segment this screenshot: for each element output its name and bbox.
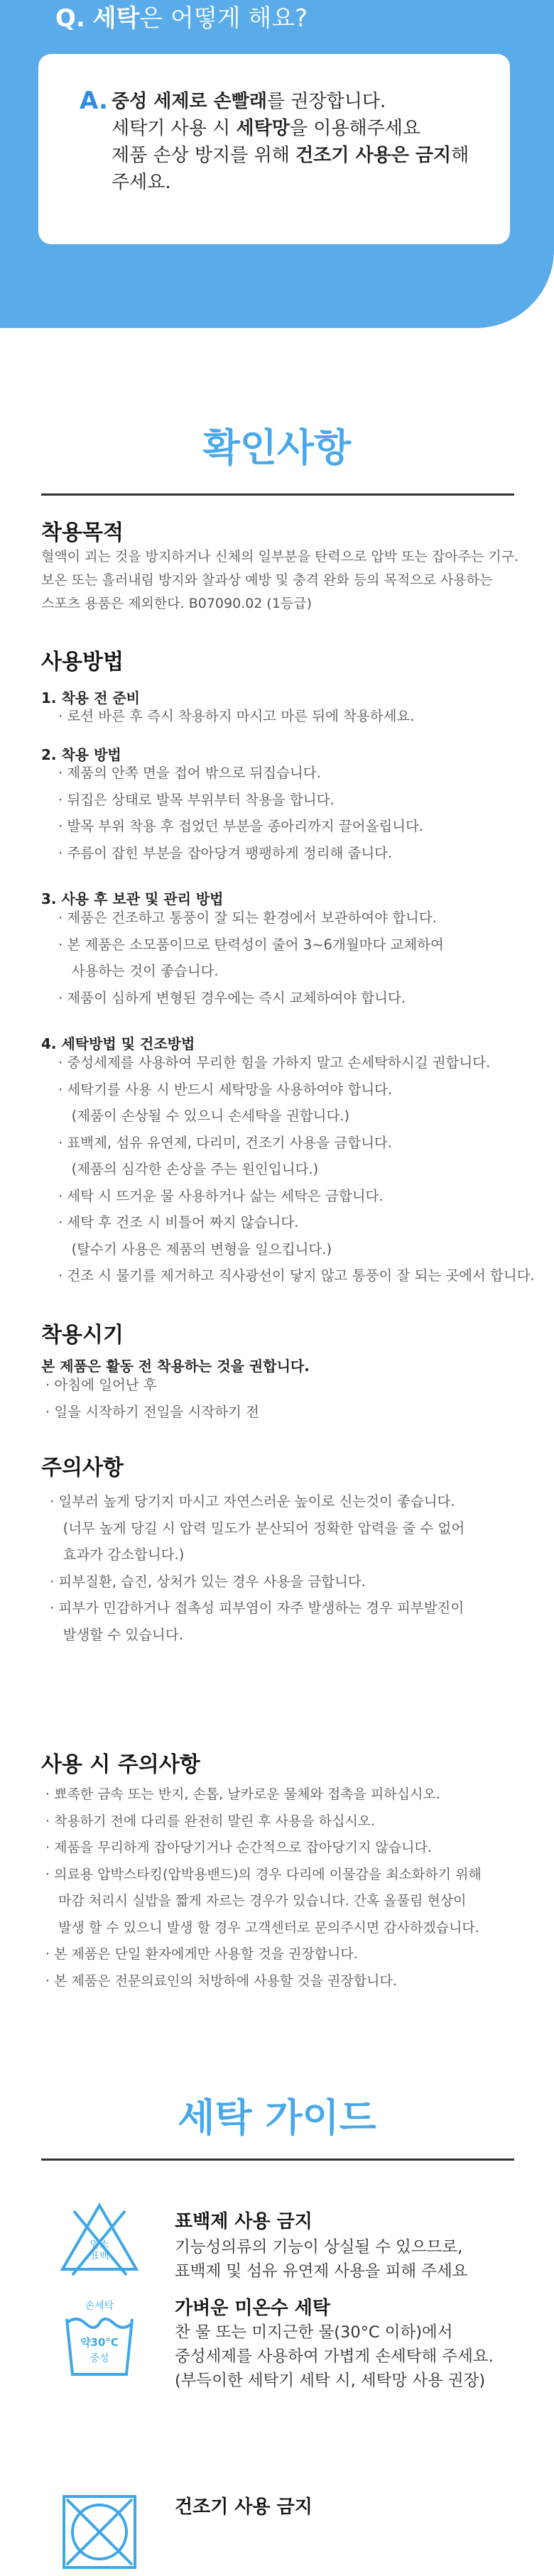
usage-step2-title: 2. 착용 방법	[41, 746, 121, 763]
faq-q-rest: 은 어떻게 해요?	[139, 4, 308, 33]
purpose-line: 스포츠 용품은 제외한다. B07090.02 (1등급)	[41, 596, 313, 611]
faq-line1-bold: 중성 세제로 손빨래	[112, 91, 268, 112]
list-item: (탈수기 사용은 제품의 변형을 일으킵니다.)	[71, 1240, 332, 1257]
guide-item-desc: 기능성의류의 기능이 상실될 수 있으므로, 표백제 및 섬유 유연제 사용을 피해 주세요	[175, 2238, 468, 2281]
usage-step3-list	[58, 905, 444, 1011]
list-item: · 피부질환, 습진, 상처가 있는 경우 사용을 금합니다.	[50, 1573, 366, 1590]
precautions-heading: 사용 시 주의사항	[41, 1752, 200, 1777]
guide-item-title: 건조기 사용 금지	[175, 2496, 313, 2518]
usage-step2-list	[58, 760, 423, 866]
list-item: · 건조 시 물기를 제거하고 직사광선이 닿지 않고 통풍이 잘 되는 곳에서 합니다.	[58, 1267, 535, 1284]
faq-line3-bold: 건조기 사용은 금지	[295, 145, 452, 166]
list-item: · 로션 바른 후 즉시 착용하지 마시고 마른 뒤에 착용하세요.	[58, 708, 415, 724]
list-item: · 본 제품은 단일 환자에게만 사용할 것을 권장합니다.	[45, 1946, 358, 1962]
hand-wash-icon-text: 손세탁	[85, 2301, 114, 2312]
list-item: · 본 제품은 소모품이므로 탄력성이 줄어 3~6개월마다 교체하여	[58, 936, 444, 953]
faq-section	[0, 0, 554, 328]
list-item: · 뒤집은 상태로 발목 부위부터 착용을 합니다.	[58, 791, 335, 808]
list-item: · 일부러 높게 당기지 마시고 자연스러운 높이로 신는것이 좋습니다.	[50, 1493, 455, 1510]
faq-q-prefix: Q.	[55, 4, 85, 33]
faq-line4: 주세요.	[112, 172, 171, 193]
faq-answer-text	[112, 88, 469, 196]
no-tumble-dry-icon	[57, 2491, 142, 2576]
list-item: · 본 제품은 전문의료인의 처방하에 사용할 것을 권장합니다.	[45, 1972, 397, 1989]
guide-item-desc: 찬 물 또는 미지근한 물(30°C 이하)에서 중성세제를 사용하여 가볍게 손세탁해 주세요. (부득이한 세탁기 세탁 시, 세탁망 사용 권장)	[175, 2323, 494, 2390]
purpose-text	[41, 545, 518, 616]
list-item: · 아침에 일어난 후	[45, 1377, 157, 1393]
usage-step4-title: 4. 세탁방법 및 건조방법	[41, 1035, 195, 1052]
timing-heading: 착용시기	[41, 1323, 124, 1348]
faq-answer-card	[38, 54, 510, 244]
list-item: · 세탁 후 건조 시 비틀어 짜지 않습니다.	[58, 1214, 299, 1230]
list-item: · 뾰족한 금속 또는 반지, 손톱, 날카로운 물체와 접촉을 피하십시오.	[45, 1786, 440, 1802]
list-item: (제품이 손상될 수 있으니 손세탁을 권합니다.)	[71, 1108, 350, 1124]
check-divider	[41, 493, 514, 496]
list-item: · 발목 부위 착용 후 접었던 부분을 종아리까지 끌어올립니다.	[58, 818, 424, 834]
wash-guide-title: 세탁 가이드	[178, 2095, 376, 2140]
faq-line3-pre: 제품 손상 방지를 위해	[112, 145, 296, 166]
timing-bold-line: 본 제품은 활동 전 착용하는 것을 권합니다.	[41, 1358, 310, 1375]
list-item: · 착용하기 전에 다리를 완전히 말린 후 사용을 하십시오.	[45, 1813, 376, 1829]
guide-item-title: 가벼운 미온수 세탁	[175, 2298, 331, 2319]
list-item: · 중성세제를 사용하여 무리한 힘을 가하지 말고 손세탁하시길 권합니다.	[58, 1054, 491, 1071]
usage-step1-list	[58, 703, 414, 730]
list-item: · 제품이 심하게 변형된 경우에는 즉시 교체하여야 합니다.	[58, 989, 406, 1006]
list-item: 마감 처리시 실밥을 짧게 자르는 경우가 있습니다. 간혹 올풀림 현상이	[58, 1893, 467, 1909]
list-item: · 일을 시작하기 전일을 시작하기 전	[45, 1403, 259, 1420]
list-item: 발생할 수 있습니다.	[63, 1626, 183, 1643]
purpose-heading: 착용목적	[41, 520, 124, 545]
list-item: · 제품은 건조하고 통풍이 잘 되는 환경에서 보관하여야 합니다.	[58, 910, 437, 926]
list-item: (제품의 심각한 손상을 주는 원인입니다.)	[71, 1161, 319, 1177]
list-item: · 제품의 안쪽 면을 접어 밖으로 뒤집습니다.	[58, 765, 321, 781]
list-item: 사용하는 것이 좋습니다.	[71, 963, 219, 979]
list-item: · 주름이 잡힌 부분을 잡아당겨 팽팽하게 정리해 줍니다.	[58, 844, 393, 861]
list-item: · 세탁 시 뜨거운 물 사용하거나 삶는 세탁은 금합니다.	[58, 1187, 384, 1204]
list-item: · 표백제, 섬유 유연제, 다리미, 건조기 사용을 금합니다.	[58, 1134, 392, 1151]
caution-heading: 주의사항	[41, 1456, 124, 1480]
faq-q-bold: 세탁	[92, 4, 140, 33]
usage-step4-list	[58, 1049, 535, 1289]
no-bleach-icon	[57, 2195, 142, 2281]
usage-heading: 사용방법	[41, 650, 124, 675]
wash-guide-divider	[41, 2159, 514, 2161]
precautions-list	[45, 1781, 482, 1994]
faq-line2-bold: 세탁망	[236, 118, 290, 139]
hand-wash-icon-text: 약30°C	[80, 2336, 119, 2349]
list-item: 발생 할 수 있으니 발생 할 경우 고객센터로 문의주시면 감사하겠습니다.	[58, 1919, 479, 1936]
usage-step1-title: 1. 착용 전 준비	[41, 689, 141, 706]
faq-line2-post: 을 이용해주세요	[289, 118, 420, 139]
list-item: · 제품을 무리하게 잡아당기거나 순간적으로 잡아당기지 않습니다.	[45, 1840, 432, 1855]
timing-list	[45, 1372, 259, 1425]
check-title: 확인사항	[202, 425, 352, 470]
faq-line3-post: 해	[451, 145, 469, 166]
hand-wash-icon-text: 중성	[89, 2353, 109, 2364]
purpose-line: 혈액이 괴는 것을 방지하거나 신체의 일부분을 탄력으로 압박 또는 잡아주는 기구.	[41, 549, 519, 564]
no-bleach-icon-text: 표백	[89, 2251, 109, 2262]
faq-line2-pre: 세탁기 사용 시	[112, 118, 237, 139]
faq-question	[55, 3, 308, 34]
faq-line1-rest: 를 권장합니다.	[267, 91, 386, 112]
guide-item-title: 표백제 사용 금지	[175, 2211, 313, 2232]
list-item: (너무 높게 당길 시 압력 밀도가 분산되어 정확한 압력을 줄 수 없어	[63, 1519, 465, 1537]
faq-a-prefix: A.	[80, 87, 108, 115]
list-item: · 의료용 압박스타킹(압박용밴드)의 경우 다리에 이물감을 최소화하기 위해	[45, 1866, 482, 1882]
no-bleach-icon-text: 염소	[89, 2239, 109, 2251]
list-item: · 피부가 민감하거나 접촉성 피부염이 자주 발생하는 경우 피부발진이	[50, 1600, 465, 1616]
caution-list	[50, 1488, 465, 1648]
list-item: 효과가 감소합니다.)	[63, 1546, 185, 1563]
usage-step3-title: 3. 사용 후 보관 및 관리 방법	[41, 890, 224, 907]
hand-wash-icon	[57, 2295, 142, 2380]
purpose-line: 보온 또는 흘러내림 방지와 찰과상 예방 및 충격 완화 등의 목적으로 사용하는	[41, 572, 493, 588]
list-item: · 세탁기를 사용 시 반드시 세탁망을 사용하여야 합니다.	[58, 1081, 393, 1098]
